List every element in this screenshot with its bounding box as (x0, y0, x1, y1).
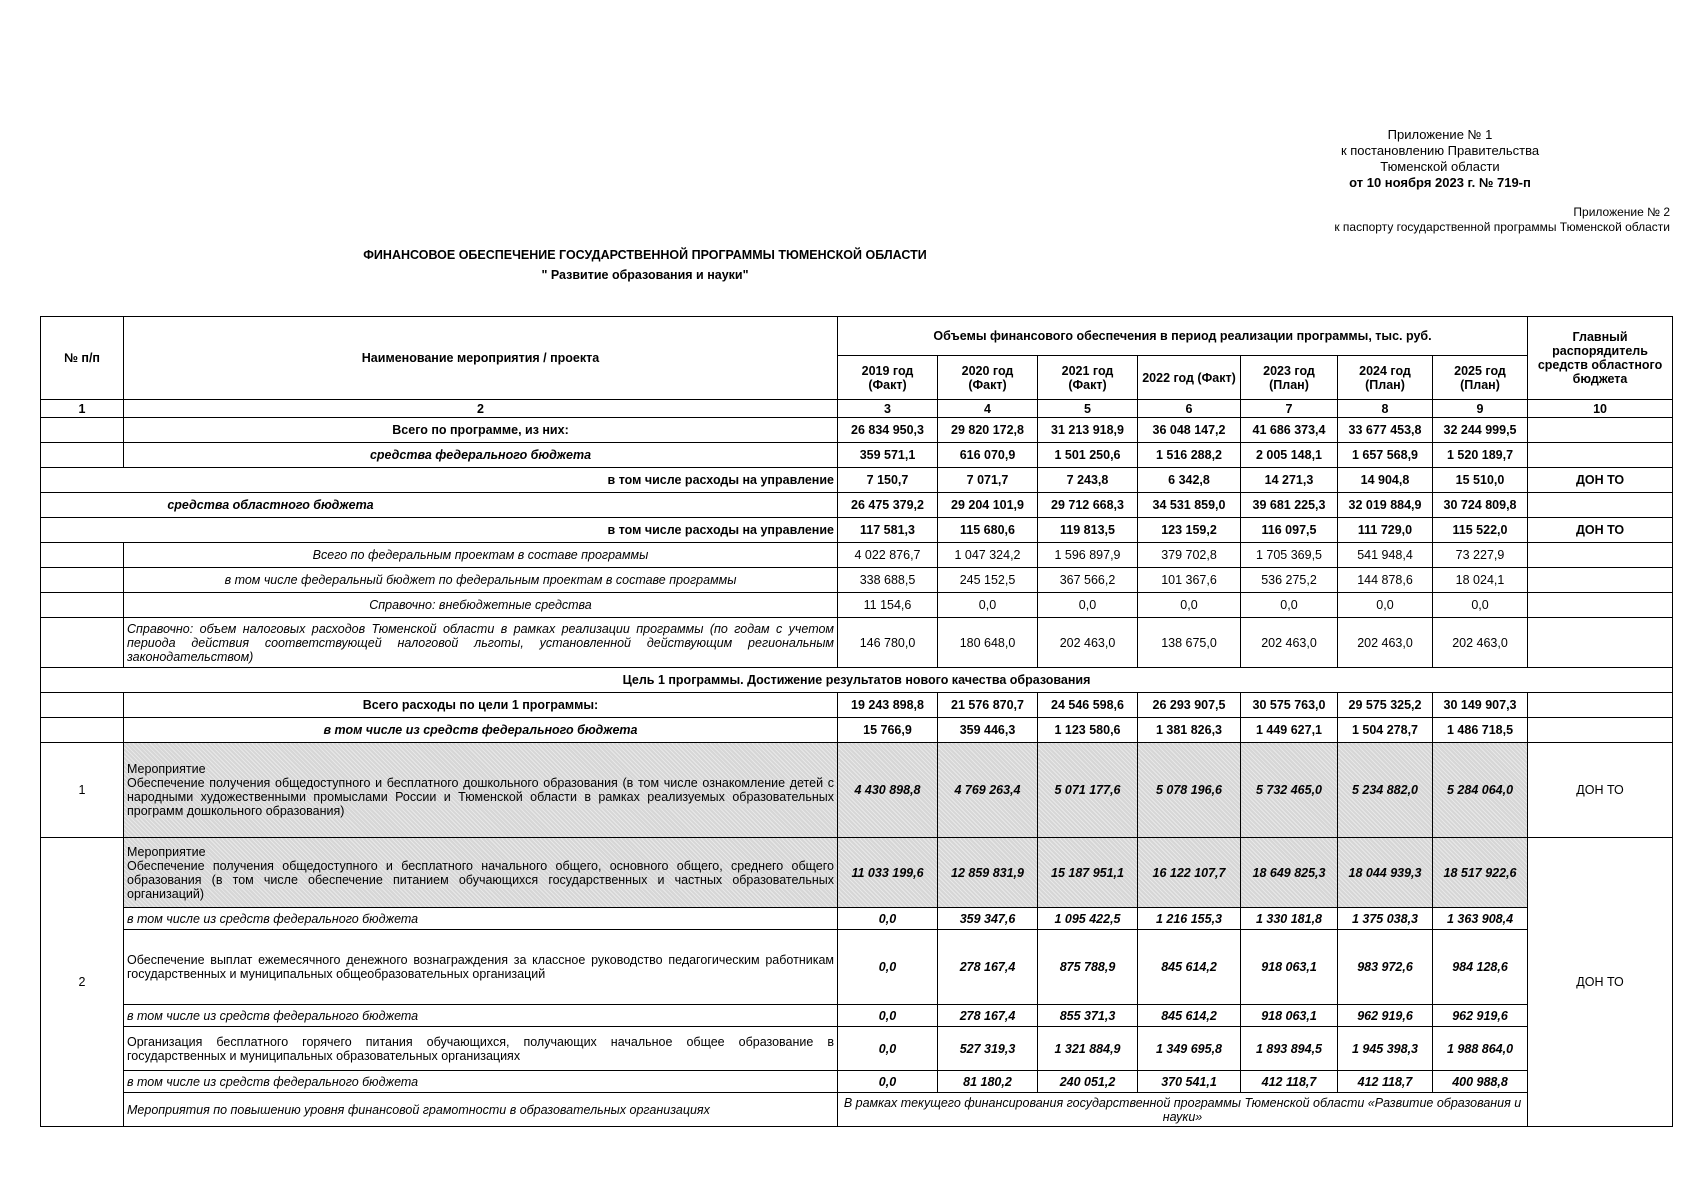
value-cell: 1 381 826,3 (1138, 718, 1241, 743)
table-row-federal (41, 443, 1673, 468)
value-cell: 15 766,9 (838, 718, 938, 743)
document-subtitle: " Развитие образования и науки" (541, 268, 749, 282)
value-cell: 18 649 825,3 (1241, 838, 1338, 908)
row-label: Всего по федеральным проектам в составе программы (124, 543, 838, 568)
value-cell: 202 463,0 (1038, 618, 1138, 668)
financial-table (40, 316, 1673, 1127)
col-number: 5 (1038, 400, 1138, 418)
value-cell: 202 463,0 (1433, 618, 1528, 668)
value-cell: 73 227,9 (1433, 543, 1528, 568)
measure-number: 1 (41, 743, 124, 838)
value-cell: 918 063,1 (1241, 930, 1338, 1005)
value-cell: 1 047 324,2 (938, 543, 1038, 568)
value-cell: 0,0 (838, 1005, 938, 1027)
value-cell: 12 859 831,9 (938, 838, 1038, 908)
table-row-federal-projects-fed (41, 568, 1673, 593)
value-cell: 1 893 894,5 (1241, 1027, 1338, 1071)
value-cell: 400 988,8 (1433, 1071, 1528, 1093)
value-cell: 412 118,7 (1338, 1071, 1433, 1093)
value-cell: 2 005 148,1 (1241, 443, 1338, 468)
col-number: 9 (1433, 400, 1528, 418)
row-label: Всего расходы по цели 1 программы: (124, 693, 838, 718)
value-cell: 962 919,6 (1433, 1005, 1528, 1027)
col-number: 10 (1528, 400, 1673, 418)
col-head-num: № п/п (41, 317, 124, 400)
col-head-manager: Главный распорядитель средств областного бюджета (1528, 317, 1673, 400)
value-cell: 30 724 809,8 (1433, 493, 1528, 518)
row-label: Мероприятия по повышению уровня финансовой грамотности в образовательных организациях (124, 1093, 838, 1127)
table-row-measure-2-federal (41, 908, 1673, 930)
col-number: 8 (1338, 400, 1433, 418)
value-cell: 30 149 907,3 (1433, 693, 1528, 718)
value-cell: 0,0 (1038, 593, 1138, 618)
value-cell: 0,0 (838, 930, 938, 1005)
row-label: в том числе расходы на управление (41, 518, 838, 543)
value-cell: 240 051,2 (1038, 1071, 1138, 1093)
value-cell: 875 788,9 (1038, 930, 1138, 1005)
value-cell: 5 234 882,0 (1338, 743, 1433, 838)
table-row-financial-literacy (41, 1093, 1673, 1127)
value-cell: 412 118,7 (1241, 1071, 1338, 1093)
value-cell: 1 375 038,3 (1338, 908, 1433, 930)
table-row-extrabudget (41, 593, 1673, 618)
appendix-1-title: Приложение № 1 (1387, 127, 1493, 142)
col-number: 2 (124, 400, 838, 418)
value-cell: 29 575 325,2 (1338, 693, 1433, 718)
value-cell: 918 063,1 (1241, 1005, 1338, 1027)
value-cell: 123 159,2 (1138, 518, 1241, 543)
value-cell: 18 044 939,3 (1338, 838, 1433, 908)
goal-1-heading: Цель 1 программы. Достижение результатов нового качества образования (41, 668, 1673, 693)
value-cell: 7 150,7 (838, 468, 938, 493)
value-cell: 1 504 278,7 (1338, 718, 1433, 743)
col-number: 3 (838, 400, 938, 418)
appendix-1-decree: к постановлению Правительства (1340, 143, 1540, 158)
col-head-year: 2021 год (Факт) (1038, 356, 1138, 400)
value-cell: 138 675,0 (1138, 618, 1241, 668)
table-row-goal-1 (41, 668, 1673, 693)
value-cell: 1 123 580,6 (1038, 718, 1138, 743)
row-label: Организация бесплатного горячего питания обучающихся, получающих начальное общее образование в государственных и муниципальных образовательных организациях (124, 1027, 838, 1071)
value-cell: 15 510,0 (1433, 468, 1528, 493)
table-row-hot-meals-federal (41, 1071, 1673, 1093)
value-cell: 338 688,5 (838, 568, 938, 593)
value-cell: 359 571,1 (838, 443, 938, 468)
value-cell: 111 729,0 (1338, 518, 1433, 543)
value-cell: 144 878,6 (1338, 568, 1433, 593)
col-head-name: Наименование мероприятия / проекта (124, 317, 838, 400)
row-label: в том числе из средств федерального бюджета (124, 1071, 838, 1093)
value-cell: 18 024,1 (1433, 568, 1528, 593)
row-label: Мероприятие Обеспечение получения общедоступного и бесплатного начального общего, основного общего, среднего общего образования (в том числе обеспечение питанием обучающихся государственных и частных образовательных организаций) (124, 838, 838, 908)
value-cell: 1 705 369,5 (1241, 543, 1338, 568)
value-cell: 33 677 453,8 (1338, 418, 1433, 443)
value-cell: 0,0 (1433, 593, 1528, 618)
value-cell: 101 367,6 (1138, 568, 1241, 593)
value-cell: 29 204 101,9 (938, 493, 1038, 518)
appendix-2-block (1160, 205, 1670, 235)
manager-cell: ДОН ТО (1528, 743, 1673, 838)
value-cell: 0,0 (1338, 593, 1433, 618)
value-cell: 18 517 922,6 (1433, 838, 1528, 908)
value-cell: 7 243,8 (1038, 468, 1138, 493)
col-head-year: 2020 год (Факт) (938, 356, 1038, 400)
row-label: Мероприятие Обеспечение получения общедоступного и бесплатного дошкольного образования (в том числе ознакомление детей с народными художественными промыслами России и Тюменской области в рамках реализуемых образовательных программ дошкольного образования) (124, 743, 838, 838)
col-head-year: 2022 год (Факт) (1138, 356, 1241, 400)
value-cell: 845 614,2 (1138, 930, 1241, 1005)
value-cell: 14 904,8 (1338, 468, 1433, 493)
value-cell: 1 363 908,4 (1433, 908, 1528, 930)
col-head-year: 2024 год (План) (1338, 356, 1433, 400)
table-row-measure-2 (41, 838, 1673, 908)
value-cell: 845 614,2 (1138, 1005, 1241, 1027)
value-cell: 278 167,4 (938, 930, 1038, 1005)
value-cell: 0,0 (838, 1027, 938, 1071)
value-cell: 115 522,0 (1433, 518, 1528, 543)
row-label: в том числе из средств федерального бюджета (124, 1005, 838, 1027)
value-cell: 4 022 876,7 (838, 543, 938, 568)
value-cell: 11 033 199,6 (838, 838, 938, 908)
value-cell: 1 216 155,3 (1138, 908, 1241, 930)
value-cell: 0,0 (1241, 593, 1338, 618)
value-cell: 14 271,3 (1241, 468, 1338, 493)
value-cell: 1 486 718,5 (1433, 718, 1528, 743)
value-cell: 32 019 884,9 (1338, 493, 1433, 518)
value-cell: 983 972,6 (1338, 930, 1433, 1005)
value-cell: 24 546 598,6 (1038, 693, 1138, 718)
measure-number: 2 (41, 838, 124, 1127)
col-head-volumes: Объемы финансового обеспечения в период реализации программы, тыс. руб. (838, 317, 1528, 356)
appendix-2-passport: к паспорту государственной программы Тюменской области (1334, 220, 1670, 234)
table-row-class-management (41, 930, 1673, 1005)
col-head-year: 2025 год (План) (1433, 356, 1528, 400)
value-cell: 116 097,5 (1241, 518, 1338, 543)
table-row-tax (41, 618, 1673, 668)
table-row-goal-1-total (41, 693, 1673, 718)
row-label: Обеспечение выплат ежемесячного денежного вознаграждения за классное руководство педагогическим работникам государственных и муниципальных общеобразовательных организаций (124, 930, 838, 1005)
value-cell: 117 581,3 (838, 518, 938, 543)
value-cell: 527 319,3 (938, 1027, 1038, 1071)
row-label: в том числе федеральный бюджет по федеральным проектам в составе программы (124, 568, 838, 593)
value-cell: 5 078 196,6 (1138, 743, 1241, 838)
value-cell: 536 275,2 (1241, 568, 1338, 593)
value-cell: 278 167,4 (938, 1005, 1038, 1027)
value-cell: 202 463,0 (1338, 618, 1433, 668)
value-cell: 29 820 172,8 (938, 418, 1038, 443)
appendix-1-block (1290, 127, 1590, 191)
value-cell: 379 702,8 (1138, 543, 1241, 568)
value-cell: 0,0 (938, 593, 1038, 618)
value-cell: 202 463,0 (1241, 618, 1338, 668)
row-label: средства федерального бюджета (124, 443, 838, 468)
value-cell: 29 712 668,3 (1038, 493, 1138, 518)
value-cell: 115 680,6 (938, 518, 1038, 543)
value-cell: 370 541,1 (1138, 1071, 1241, 1093)
value-cell: 1 596 897,9 (1038, 543, 1138, 568)
table-row-total (41, 418, 1673, 443)
column-numbers-row (41, 400, 1673, 418)
value-cell: 245 152,5 (938, 568, 1038, 593)
value-cell: 1 501 250,6 (1038, 443, 1138, 468)
value-cell: 1 449 627,1 (1241, 718, 1338, 743)
col-number: 6 (1138, 400, 1241, 418)
value-cell: 146 780,0 (838, 618, 938, 668)
table-row-regional-management (41, 518, 1673, 543)
financing-note: В рамках текущего финансирования государственной программы Тюменской области «Развитие образования и науки» (838, 1093, 1528, 1127)
value-cell: 5 732 465,0 (1241, 743, 1338, 838)
manager-cell: ДОН ТО (1528, 838, 1673, 1127)
value-cell: 119 813,5 (1038, 518, 1138, 543)
value-cell: 616 070,9 (938, 443, 1038, 468)
table-row-class-management-federal (41, 1005, 1673, 1027)
value-cell: 7 071,7 (938, 468, 1038, 493)
value-cell: 6 342,8 (1138, 468, 1241, 493)
manager-cell: ДОН ТО (1528, 518, 1673, 543)
table-row-federal-management (41, 468, 1673, 493)
row-label: Справочно: внебюджетные средства (124, 593, 838, 618)
col-number: 4 (938, 400, 1038, 418)
table-row-goal-1-federal (41, 718, 1673, 743)
row-label: в том числе из средств федерального бюджета (124, 908, 838, 930)
value-cell: 0,0 (838, 1071, 938, 1093)
value-cell: 15 187 951,1 (1038, 838, 1138, 908)
value-cell: 21 576 870,7 (938, 693, 1038, 718)
value-cell: 11 154,6 (838, 593, 938, 618)
appendix-1-region: Тюменской области (1380, 159, 1500, 174)
value-cell: 0,0 (1138, 593, 1241, 618)
value-cell: 34 531 859,0 (1138, 493, 1241, 518)
value-cell: 1 657 568,9 (1338, 443, 1433, 468)
value-cell: 367 566,2 (1038, 568, 1138, 593)
col-head-year: 2019 год (Факт) (838, 356, 938, 400)
value-cell: 26 475 379,2 (838, 493, 938, 518)
value-cell: 4 430 898,8 (838, 743, 938, 838)
value-cell: 31 213 918,9 (1038, 418, 1138, 443)
row-label: в том числе расходы на управление (41, 468, 838, 493)
value-cell: 19 243 898,8 (838, 693, 938, 718)
value-cell: 359 347,6 (938, 908, 1038, 930)
value-cell: 855 371,3 (1038, 1005, 1138, 1027)
row-label: Всего по программе, из них: (124, 418, 838, 443)
row-label: средства областного бюджета (41, 493, 838, 518)
col-number: 1 (41, 400, 124, 418)
value-cell: 1 095 422,5 (1038, 908, 1138, 930)
value-cell: 30 575 763,0 (1241, 693, 1338, 718)
value-cell: 984 128,6 (1433, 930, 1528, 1005)
row-label: Справочно: объем налоговых расходов Тюменской области в рамках реализации программы (по годам с учетом периода действия соответствующей налоговой льготы, установленной действующим региональным законодательством) (124, 618, 838, 668)
value-cell: 5 071 177,6 (1038, 743, 1138, 838)
value-cell: 180 648,0 (938, 618, 1038, 668)
value-cell: 16 122 107,7 (1138, 838, 1241, 908)
appendix-2-title: Приложение № 2 (1573, 205, 1670, 219)
col-number: 7 (1241, 400, 1338, 418)
row-label: в том числе из средств федерального бюджета (124, 718, 838, 743)
value-cell: 1 349 695,8 (1138, 1027, 1241, 1071)
value-cell: 41 686 373,4 (1241, 418, 1338, 443)
table-row-measure-1 (41, 743, 1673, 838)
value-cell: 5 284 064,0 (1433, 743, 1528, 838)
table-header-row (41, 317, 1673, 356)
document-title: ФИНАНСОВОЕ ОБЕСПЕЧЕНИЕ ГОСУДАРСТВЕННОЙ ПРОГРАММЫ ТЮМЕНСКОЙ ОБЛАСТИ (363, 248, 927, 262)
value-cell: 1 330 181,8 (1241, 908, 1338, 930)
value-cell: 1 988 864,0 (1433, 1027, 1528, 1071)
value-cell: 4 769 263,4 (938, 743, 1038, 838)
value-cell: 26 293 907,5 (1138, 693, 1241, 718)
value-cell: 81 180,2 (938, 1071, 1038, 1093)
value-cell: 359 446,3 (938, 718, 1038, 743)
value-cell: 962 919,6 (1338, 1005, 1433, 1027)
value-cell: 0,0 (838, 908, 938, 930)
value-cell: 1 516 288,2 (1138, 443, 1241, 468)
value-cell: 541 948,4 (1338, 543, 1433, 568)
value-cell: 36 048 147,2 (1138, 418, 1241, 443)
value-cell: 39 681 225,3 (1241, 493, 1338, 518)
col-head-year: 2023 год (План) (1241, 356, 1338, 400)
value-cell: 32 244 999,5 (1433, 418, 1528, 443)
manager-cell: ДОН ТО (1528, 468, 1673, 493)
value-cell: 1 321 884,9 (1038, 1027, 1138, 1071)
table-row-federal-projects (41, 543, 1673, 568)
value-cell: 1 945 398,3 (1338, 1027, 1433, 1071)
value-cell: 26 834 950,3 (838, 418, 938, 443)
table-row-hot-meals (41, 1027, 1673, 1071)
table-row-regional (41, 493, 1673, 518)
value-cell: 1 520 189,7 (1433, 443, 1528, 468)
appendix-1-date: от 10 ноября 2023 г. № 719-п (1349, 175, 1531, 190)
